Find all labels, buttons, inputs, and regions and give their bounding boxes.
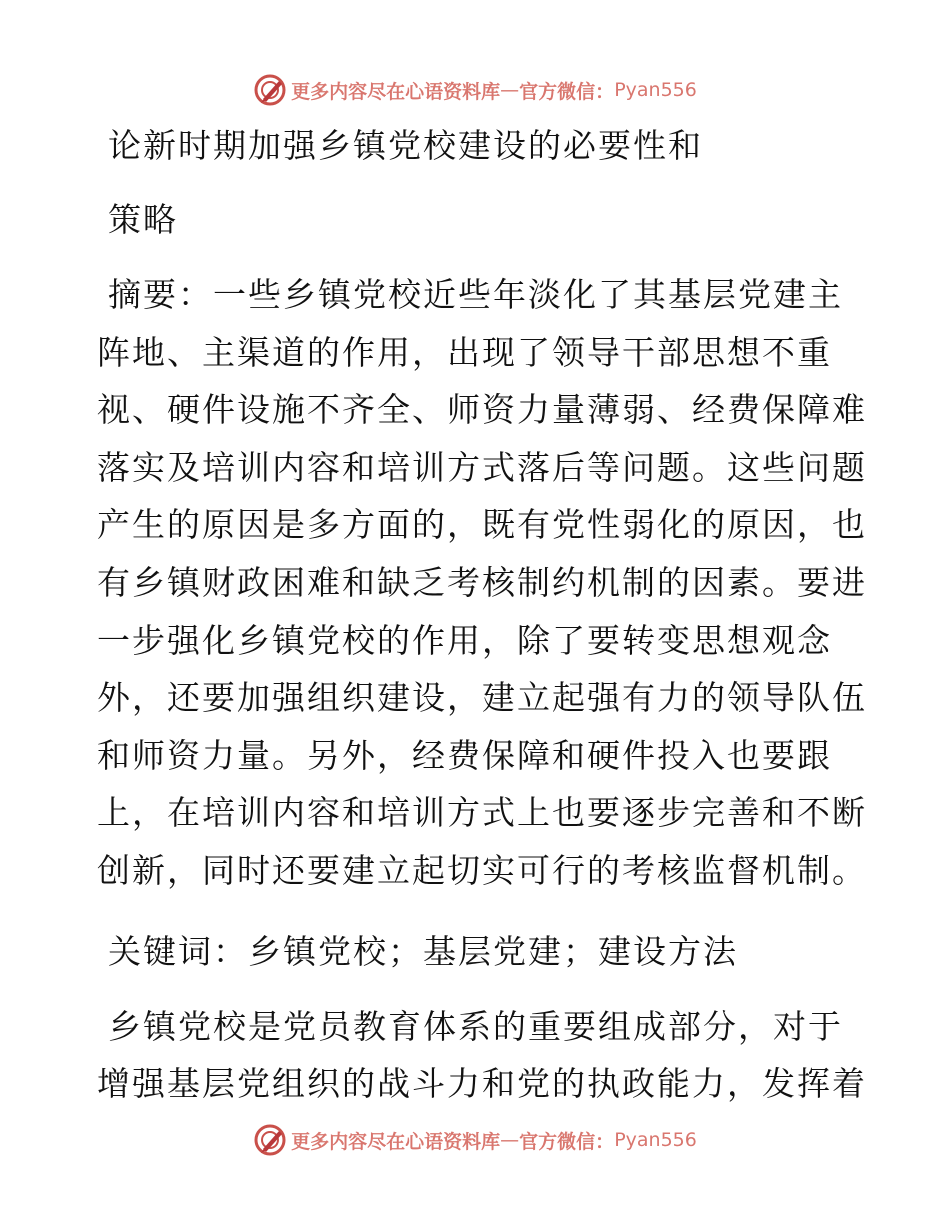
keywords-line: 关键词：乡镇党校；基层党建；建设方法 (108, 932, 738, 971)
abstract-line: 创新，同时还要建立起切实可行的考核监督机制。 (97, 851, 867, 890)
banner-separator: — (500, 1129, 520, 1151)
banner-separator: — (500, 79, 520, 101)
document-title-line-2: 策略 (108, 200, 178, 239)
banner-official-label: 官方微信： (519, 80, 615, 103)
abstract-line: 和师资力量。另外，经费保障和硬件投入也要跟 (97, 736, 832, 775)
banner-site-name: 更多内容尽在心语资料库 (291, 1130, 501, 1153)
abstract-line: 有乡镇财政困难和缺乏考核制约机制的因素。要进 (97, 563, 867, 602)
abstract-line: 上，在培训内容和培训方式上也要逐步完善和不断 (97, 793, 867, 832)
abstract-line: 产生的原因是多方面的，既有党性弱化的原因，也 (97, 505, 867, 544)
document-title-line-1: 论新时期加强乡镇党校建设的必要性和 (108, 126, 703, 165)
abstract-line: 视、硬件设施不齐全、师资力量薄弱、经费保障难 (97, 390, 867, 429)
banner-wechat-account: Pyan556 (614, 79, 697, 101)
abstract-line: 外，还要加强组织建设，建立起强有力的领导队伍 (97, 678, 867, 717)
body-paragraph-line: 乡镇党校是党员教育体系的重要组成部分，对于 (108, 1007, 843, 1046)
header-banner (0, 70, 950, 110)
brand-logo-icon (253, 73, 287, 107)
footer-banner (0, 1120, 950, 1160)
abstract-line: 摘要：一些乡镇党校近些年淡化了其基层党建主 (108, 275, 843, 314)
abstract-line: 落实及培训内容和培训方式落后等问题。这些问题 (97, 448, 867, 487)
banner-official-label: 官方微信： (519, 1130, 615, 1153)
body-paragraph-line: 增强基层党组织的战斗力和党的执政能力，发挥着 (97, 1064, 867, 1103)
banner-site-name: 更多内容尽在心语资料库 (291, 80, 501, 103)
abstract-line: 一步强化乡镇党校的作用，除了要转变思想观念 (97, 621, 832, 660)
banner-wechat-account: Pyan556 (614, 1129, 697, 1151)
abstract-line: 阵地、主渠道的作用，出现了领导干部思想不重 (97, 333, 832, 372)
brand-logo-icon (253, 1123, 287, 1157)
